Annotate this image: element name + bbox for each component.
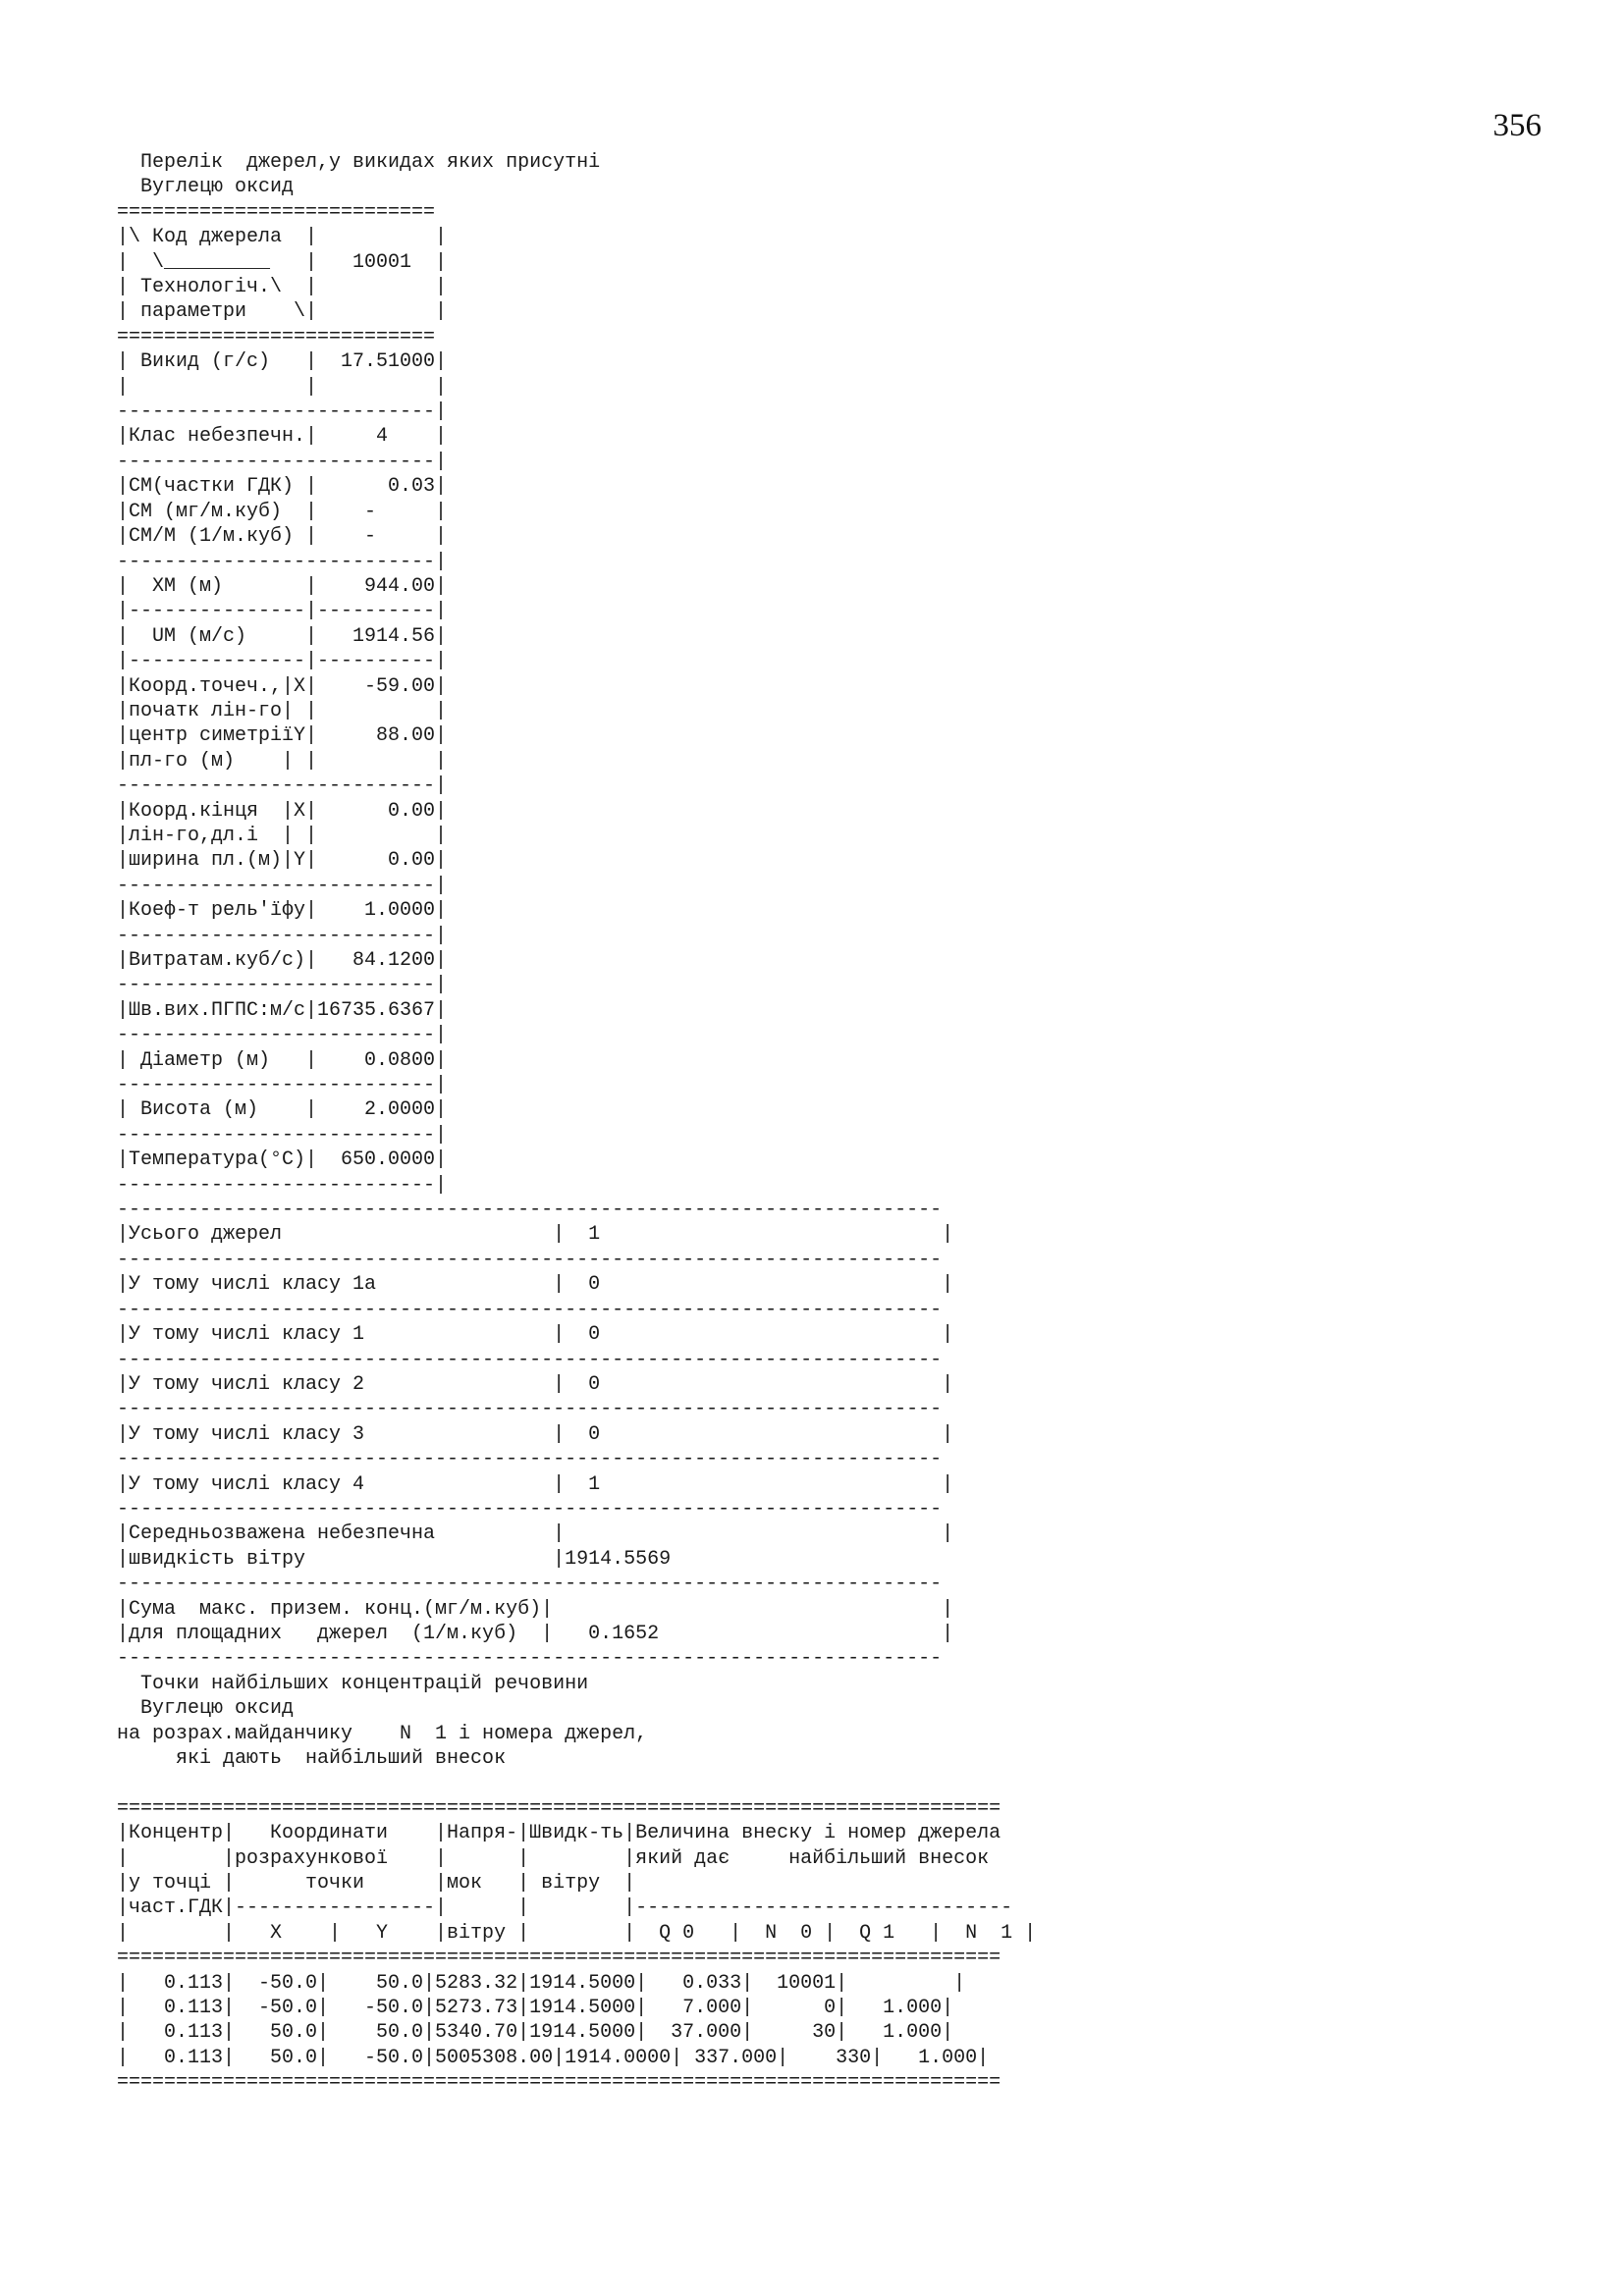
report-line: |част.ГДК|-----------------| | |-------------------------------- [117,1896,1013,1920]
report-line: | | X | Y |вітру | | Q 0 | N 0 | Q 1 | N 1 | [117,1921,1037,1945]
report-line: |---------------|----------| [117,600,448,623]
report-line: на розрах.майданчику N 1 і номера джерел, [117,1722,648,1745]
report-line: |Витратам.куб/с)| 84.1200| [117,949,448,972]
report-line: |CM/M (1/м.куб) | - | [117,525,448,549]
report-line: |CM(частки ГДК) | 0.03| [117,475,448,499]
report-line: |Середньозважена небезпечна | | [117,1522,954,1546]
report-line: =========================================================================== [117,2071,1001,2095]
report-line: |Температура(°C)| 650.0000| [117,1148,448,1172]
report-line: |\ Код джерела | | [117,226,448,249]
report-line: ---------------------------| [117,1024,448,1047]
report-line: | Висота (м) | 2.0000| [117,1098,448,1122]
report-line: =========================================================================== [117,1947,1001,1970]
report-line: ---------------------------------------------------------------------- [117,1497,943,1521]
report-line: =========================================================================== [117,1796,1001,1820]
page-number: 356 [1492,108,1542,143]
report-line: | Технологіч.\ | | [117,276,448,299]
report-line: |лін-го,дл.і | | | [117,824,448,847]
report-line: | параметри \| | [117,300,448,324]
report-line: |початк лін-го| | | [117,699,448,722]
report-line: | Викид (г/с) | 17.51000| [117,350,448,374]
report-line: Перелік джерел,у викидах яких присутні [117,151,601,174]
report-line: ---------------------------------------------------------------------- [117,1573,943,1596]
report-line: | UM (м/с) | 1914.56| [117,624,448,648]
report-line: які дають найбільший внесок [117,1747,507,1770]
report-line: ---------------------------| [117,1173,448,1197]
report-line: | |розрахункової | | |який дає найбільший внесок [117,1846,990,1870]
report-line: |ширина пл.(м)|Y| 0.00| [117,849,448,873]
report-line: ---------------------------| [117,924,448,947]
report-line: |Коеф-т рель'їфу| 1.0000| [117,899,448,923]
report-line: | 0.113| -50.0| 50.0|5283.32|1914.5000| 0.033| 10001| | [117,1971,966,1995]
report-line: |Шв.вих.ПГПС:м/с|16735.6367| [117,998,448,1022]
report-line: ---------------------------| [117,450,448,473]
report-line: ---------------------------------------------------------------------- [117,1199,943,1222]
report-line: ---------------------------| [117,550,448,573]
report-line: ---------------------------| [117,1123,448,1147]
report-line: |Коорд.кінця |X| 0.00| [117,799,448,823]
report-line: |пл-го (м) | | | [117,749,448,773]
report-line: | 0.113| -50.0| -50.0|5273.73|1914.5000| 7.000| 0| 1.000| [117,1997,954,2020]
report-line: |У тому числі класу 1а | 0 | [117,1273,954,1297]
report-line: | \_________ | 10001 | [117,250,448,274]
report-line: ---------------------------------------------------------------------- [117,1398,943,1421]
report-line: Вуглецю оксид [117,176,295,199]
report-line: =========================== [117,325,436,348]
report-line: Вуглецю оксид [117,1697,295,1721]
report-line: | Діаметр (м) | 0.0800| [117,1048,448,1072]
report-line: ---------------------------------------------------------------------- [117,1448,943,1471]
report-line: |у точці | точки |мок | вітру | [117,1872,636,1896]
report-line: ---------------------------| [117,400,448,424]
report-line: |Клас небезпечн.| 4 | [117,425,448,449]
report-line: |У тому числі класу 2 | 0 | [117,1372,954,1396]
report-line: ---------------------------| [117,774,448,798]
report-line: | | | [117,375,448,399]
report-line: |Концентр| Координати |Напря-|Швидк-ть|Величина внеску і номер джерела [117,1822,1001,1845]
report-line: ---------------------------------------------------------------------- [117,1298,943,1321]
report-line: ---------------------------| [117,874,448,897]
report-line: | 0.113| 50.0| -50.0|5005308.00|1914.0000| 337.000| 330| 1.000| [117,2046,990,2069]
report-line: |швидкість вітру |1914.5569 [117,1547,672,1571]
report-line: ---------------------------------------------------------------------- [117,1647,943,1671]
report-line: =========================== [117,200,436,224]
report-listing [117,150,1036,2096]
report-line: ---------------------------------------------------------------------- [117,1248,943,1271]
report-line: |---------------|----------| [117,650,448,673]
report-line: Точки найбільших концентрацій речовини [117,1672,589,1695]
report-line: |У тому числі класу 3 | 0 | [117,1422,954,1446]
report-line: | 0.113| 50.0| 50.0|5340.70|1914.5000| 37.000| 30| 1.000| [117,2021,954,2045]
report-line: |Усього джерел | 1 | [117,1223,954,1247]
report-line: |CM (мг/м.куб) | - | [117,500,448,523]
report-line: |центр симетріїY| 88.00| [117,724,448,748]
report-line: |Коорд.точеч.,|X| -59.00| [117,674,448,698]
report-line: |Сума макс. призем. конц.(мг/м.куб)| | [117,1597,954,1621]
report-line: |для площадних джерел (1/м.куб) | 0.1652 | [117,1622,954,1645]
report-line: | XM (м) | 944.00| [117,574,448,598]
report-line: |У тому числі класу 4 | 1 | [117,1472,954,1496]
report-line: ---------------------------| [117,1074,448,1097]
report-line: |У тому числі класу 1 | 0 | [117,1323,954,1347]
report-line: ---------------------------------------------------------------------- [117,1348,943,1371]
report-line: ---------------------------| [117,974,448,997]
